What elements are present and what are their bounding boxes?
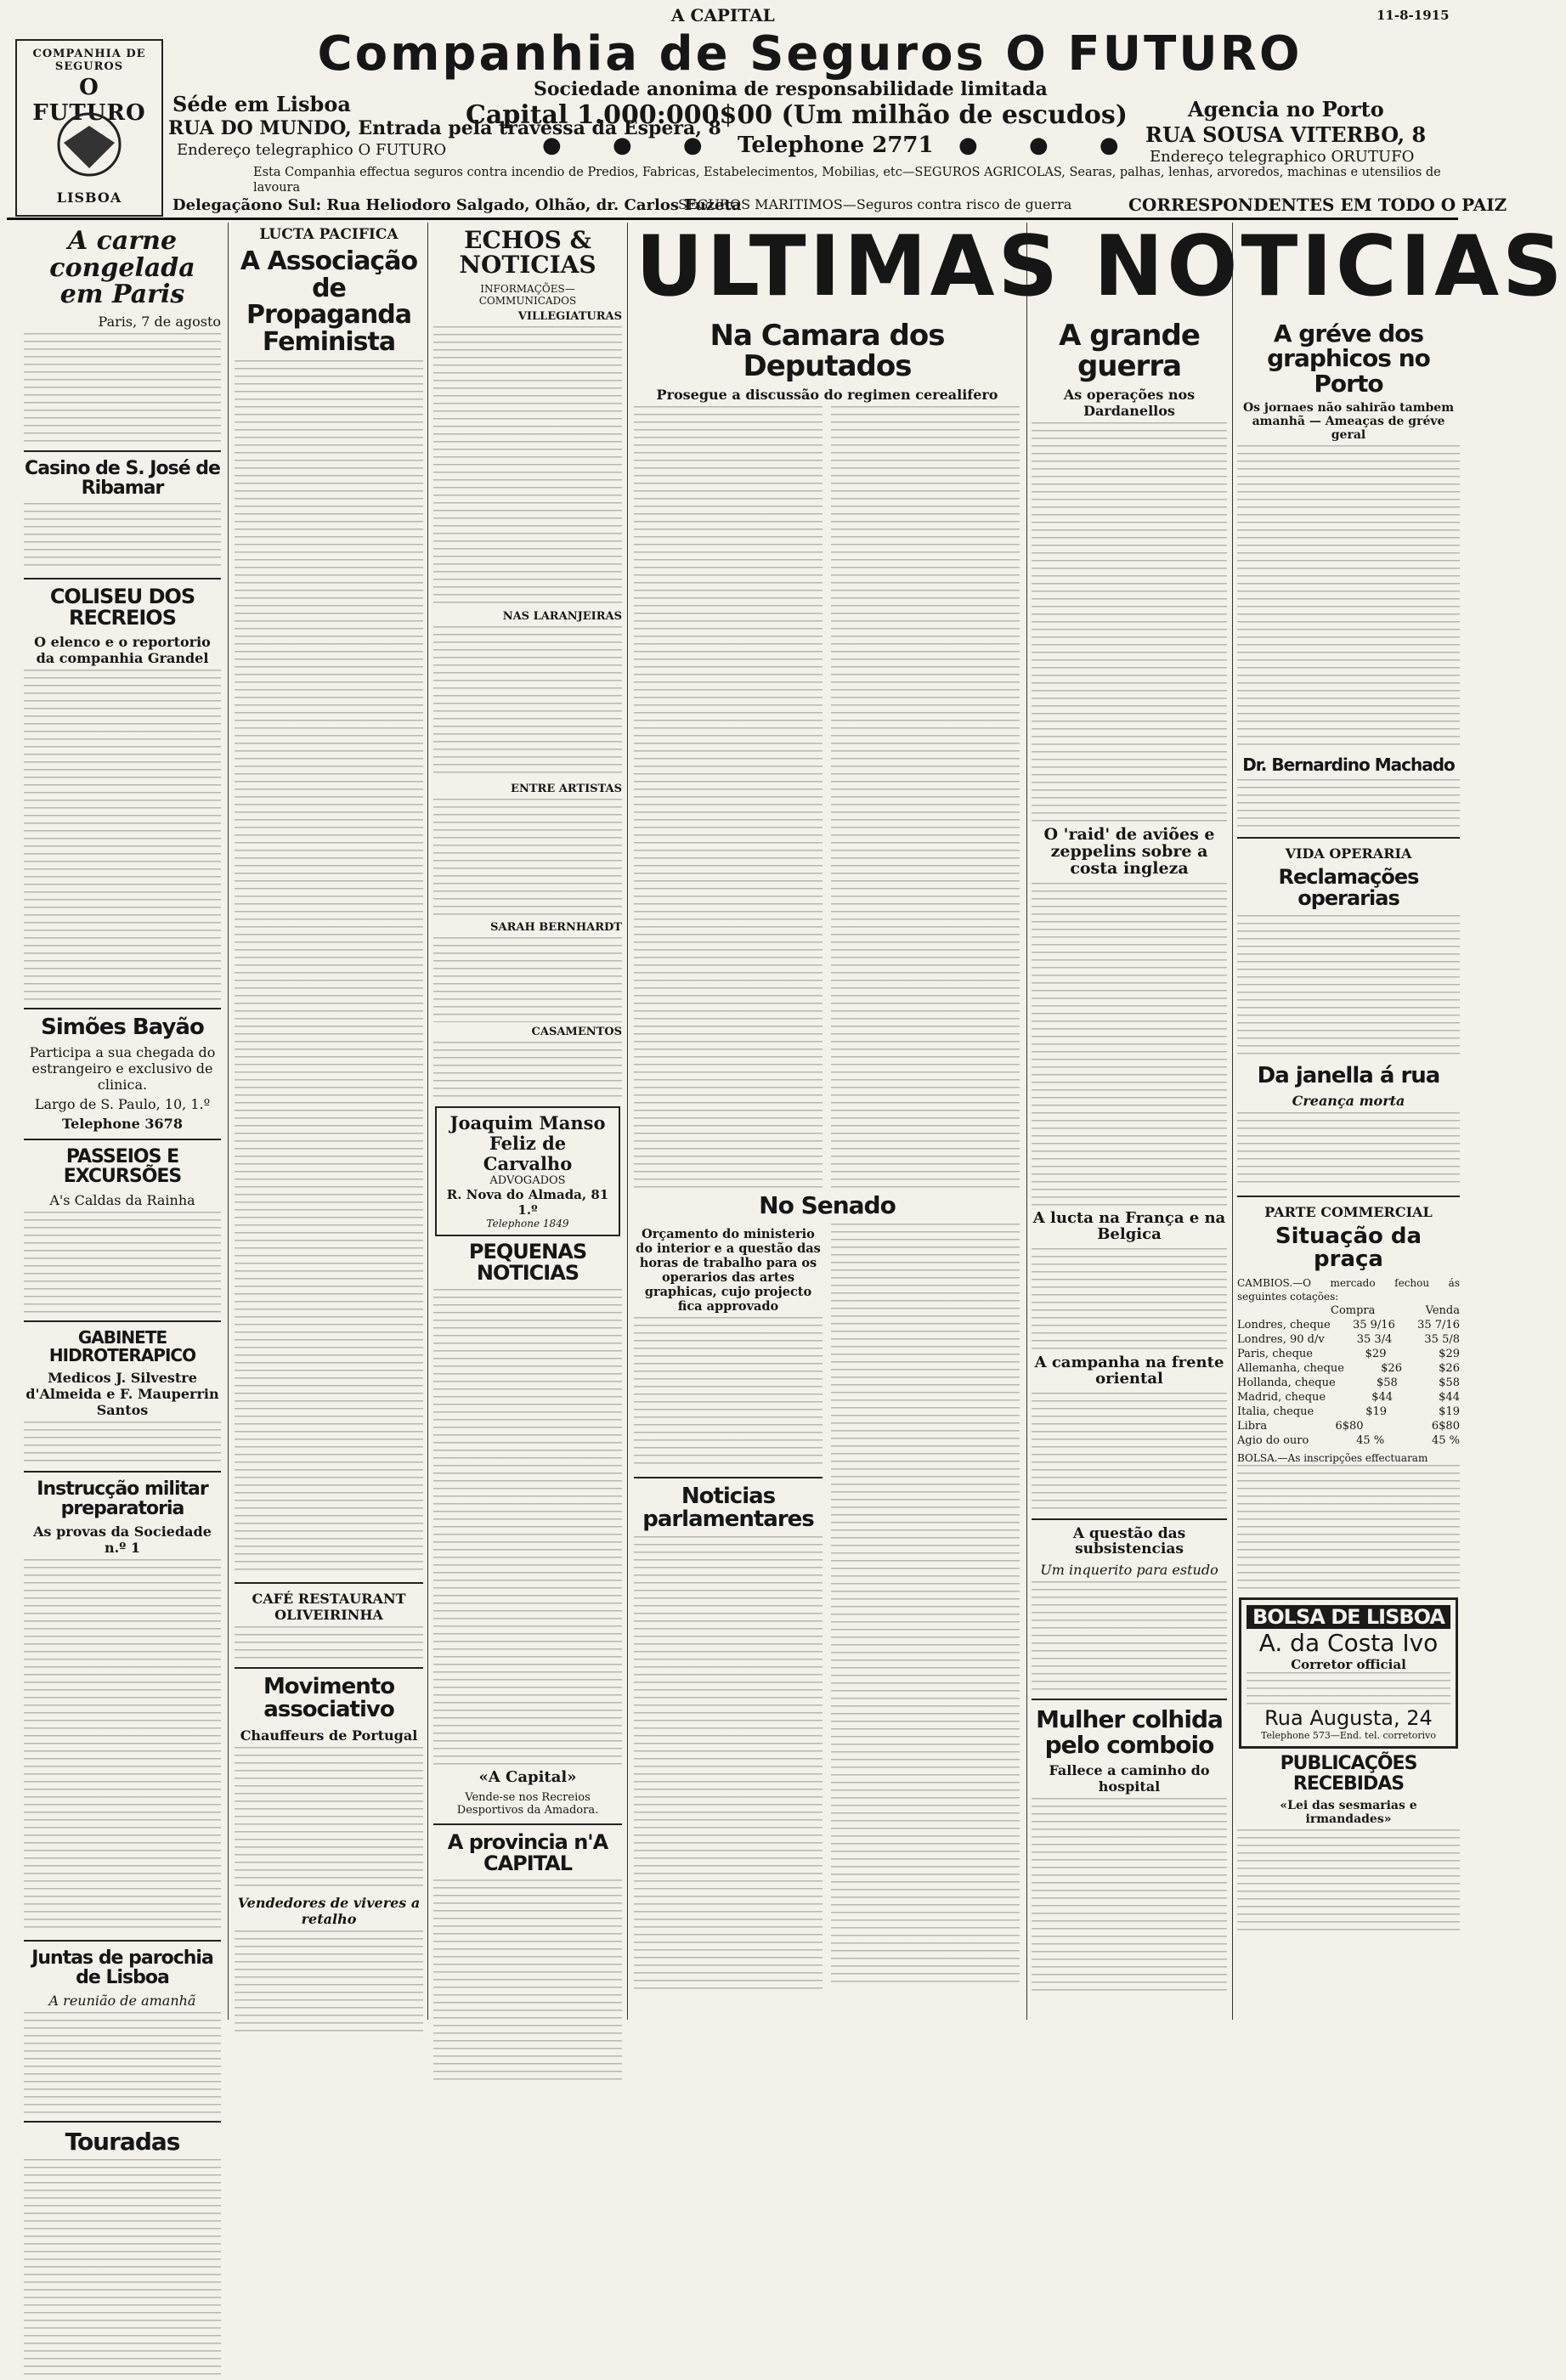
article-body: [1237, 1465, 1460, 1592]
article-body: [1032, 1393, 1227, 1512]
subhead-creanca-morta: Creança morta: [1292, 1092, 1405, 1109]
section-sarah-bernhardt: SARAH BERNHARDT: [490, 920, 622, 934]
sede-telegraph: Endereço telegraphico O FUTURO: [177, 141, 447, 159]
article-body: [433, 937, 622, 1022]
header-compra: Compra: [1331, 1304, 1376, 1318]
simoes-bayao-address: Largo de S. Paulo, 10, 1.º: [34, 1096, 211, 1113]
column-rule: [1232, 223, 1233, 2020]
running-head-title: A CAPITAL: [671, 5, 775, 25]
subhead-sesmarias: «Lei das sesmarias e irmandades»: [1280, 1798, 1417, 1826]
article-body: [24, 503, 221, 571]
running-head-date: 11-8-1915: [1377, 8, 1450, 23]
article-body: [24, 1559, 221, 1933]
ad-telephone: Telephone 2771: [738, 133, 934, 158]
masthead-advertisement: [7, 22, 1507, 220]
article-body: [24, 2012, 221, 2114]
column-rule: [427, 223, 428, 2020]
headline-echos-noticias: ECHOS & NOTICIAS: [459, 226, 596, 280]
subhead-senado: Orçamento do ministerio do interior e a questão das horas de trabalho para os operarios das artes graphicas, cujo projecto fica approvado: [636, 1226, 821, 1314]
subhead-dardanellos: As operações nos Dardanellos: [1063, 387, 1196, 420]
ad-advogados-name: Joaquim Manso Feliz de Carvalho: [449, 1111, 606, 1174]
capital-box-title: «A Capital»: [478, 1768, 577, 1787]
subhead-caldas: A's Caldas da Rainha: [49, 1191, 195, 1208]
article-body: [831, 1224, 1020, 1988]
headline-propaganda-feminista: A Associação de Propaganda Feminista: [240, 246, 418, 357]
headline-touradas: Touradas: [65, 2127, 180, 2156]
headline-senado: No Senado: [759, 1191, 896, 1220]
label-lucta-pacifica: LUCTA PACIFICA: [259, 226, 399, 243]
article-body: [1032, 1248, 1227, 1350]
ad-bolsa-lisboa: [1239, 1597, 1458, 1749]
sede-label: Séde em Lisboa: [172, 92, 351, 116]
ad-maritime: SEGUROS MARITIMOS—Seguros contra risco de guerra: [678, 196, 1072, 212]
subhead-fallece: Fallece a caminho do hospital: [1049, 1762, 1210, 1795]
simoes-bayao-text: Participa a sua chegada do estrangeiro e exclusivo de clinica.: [29, 1044, 216, 1094]
subhead-informacoes: INFORMAÇÕES—COMMUNICADOS: [478, 282, 577, 307]
article-body: [24, 2159, 221, 2380]
headline-bernardino-machado: Dr. Bernardino Machado: [1242, 755, 1455, 776]
article-body: [24, 1212, 221, 1314]
exchange-rate-table: [1237, 1303, 1460, 1448]
headline-camara-deputados: Na Camara dos Deputados: [710, 319, 945, 383]
ad-delegation: Delegaçãono Sul: Rua Heliodoro Salgado, Olhão, dr. Carlos Fuzeta: [172, 196, 742, 214]
column-7: [1237, 316, 1460, 2020]
subhead-juntas: A reunião de amanhã: [48, 1992, 196, 2009]
section-casamentos: CASAMENTOS: [531, 1025, 622, 1038]
article-body: [634, 406, 823, 1188]
subhead-inquerito: Um inquerito para estudo: [1040, 1562, 1218, 1579]
article-body: [433, 626, 622, 779]
column-camara: [634, 316, 1020, 2020]
article-body: [1237, 1829, 1460, 1931]
headline-janella-rua: Da janella á rua: [1257, 1062, 1440, 1088]
table-row: Londres, 90 d/v 35 3/4 35 5/8: [1237, 1333, 1460, 1347]
section-laranjeiras: NAS LARANJEIRAS: [502, 609, 622, 623]
column-6: [1032, 316, 1227, 2020]
table-row: Italia, cheque $19 $19: [1237, 1405, 1460, 1419]
label-vida-operaria: VIDA OPERARIA: [1285, 845, 1412, 862]
article-body: [1032, 1581, 1227, 1692]
article-body: [235, 1931, 423, 2032]
bolsa-intro: BOLSA.—As inscripções effectuaram: [1237, 1452, 1428, 1465]
subhead-coliseu: O elenco e o reportorio da companhia Grandel: [34, 634, 211, 667]
subhead-instrucao: As provas da Sociedade n.º 1: [33, 1523, 212, 1556]
article-body: [433, 326, 622, 607]
article-body: [1032, 422, 1227, 822]
ad-insurance-line: Esta Companhia effectua seguros contra incendio de Predios, Fabricas, Estabelecimentos, Mobilias, etc—SEGUROS AGRICOLAS, Searas, palhas, lenhas, arvoredos, machinas e utensilios de lavoura: [253, 166, 1441, 195]
table-row: Madrid, cheque $44 $44: [1237, 1391, 1460, 1405]
article-body: [831, 406, 1020, 1188]
table-row: Agio do ouro 45 % 45 %: [1237, 1434, 1460, 1448]
article-body: [433, 1880, 622, 2083]
headline-provincia: A provincia n'A CAPITAL: [447, 1830, 608, 1876]
headline-lucta-franca: A lucta na França e na Belgica: [1032, 1209, 1226, 1244]
column-rule: [228, 223, 229, 2020]
section-villegiaturas: VILLEGIATURAS: [517, 309, 622, 323]
headline-juntas-parochia: Juntas de parochia de Lisboa: [31, 1947, 213, 1988]
label-parte-commercial: PARTE COMMERCIAL: [1264, 1203, 1433, 1220]
headline-passeios: PASSEIOS E EXCURSÕES: [63, 1146, 182, 1188]
article-body: [24, 1422, 221, 1464]
section-entre-artistas: ENTRE ARTISTAS: [511, 782, 622, 795]
article-body: [235, 360, 423, 1575]
column-rule: [1026, 223, 1027, 2020]
capital-box-text: Vende-se nos Recreios Desportivos da Amadora.: [456, 1791, 599, 1818]
article-body: [433, 1042, 622, 1101]
column-2: [235, 223, 423, 2020]
article-body: [1237, 445, 1460, 751]
headline-movimento-associativo: Movimento associativo: [263, 1674, 395, 1723]
company-logo: COMPANHIA DE SEGUROS O FUTURO LISBOA: [15, 39, 163, 217]
subhead-vendedores: Vendedores de viveres a retalho: [237, 1894, 421, 1927]
ad-bolsa-telephone: Telephone 573—End. tel. corretorivo: [1261, 1730, 1436, 1742]
ad-title: Companhia de Seguros O FUTURO: [317, 26, 1303, 82]
article-body: [634, 1317, 823, 1470]
ad-bolsa-address: Rua Augusta, 24: [1264, 1706, 1433, 1731]
eagle-emblem-icon: [51, 109, 127, 181]
ad-bolsa-title: BOLSA DE LISBOA: [1247, 1605, 1450, 1629]
dateline-paris: Paris, 7 de agosto: [98, 313, 221, 330]
porto-telegraph: Endereço telegraphico ORUTUFO: [1150, 148, 1415, 166]
sede-address: RUA DO MUNDO, Entrada pela travessa da Espera, 8: [168, 117, 721, 139]
headline-gabinete: GABINETE HIDROTERAPICO: [48, 1326, 196, 1365]
table-row: Hollanda, cheque $58 $58: [1237, 1377, 1460, 1390]
ad-advogados-address: R. Nova do Almada, 81 1.º: [446, 1186, 609, 1218]
simoes-bayao-telephone: Telephone 3678: [62, 1116, 183, 1133]
headline-frente-oriental: A campanha na frente oriental: [1034, 1353, 1224, 1388]
subhead-greve: Os jornaes não sahirão tambem amanhã — Ameaças de gréve geral: [1242, 401, 1455, 443]
headline-casino: Casino de S. José de Ribamar: [25, 457, 220, 499]
article-body: [1247, 1672, 1450, 1706]
article-body: [1032, 883, 1227, 1206]
ad-bullets-right: ● ● ●: [958, 133, 1141, 158]
article-body: [433, 799, 622, 918]
column-3: [433, 223, 622, 2020]
article-body: [433, 1289, 622, 1765]
column-1: [24, 223, 221, 2156]
article-body: [24, 670, 221, 1001]
headline-raid-zeppelins: O 'raid' de aviões e zeppelins sobre a costa ingleza: [1043, 825, 1215, 879]
porto-address: RUA SOUSA VITERBO, 8: [1145, 122, 1427, 147]
gabinete-doctors: Medicos J. Silvestre d'Almeida e F. Mauperrin Santos: [25, 1369, 219, 1418]
cambios-intro: CAMBIOS.—O mercado fechou ás seguintes cotações:: [1237, 1277, 1460, 1303]
article-body: [1032, 1798, 1227, 1993]
ad-advogados-role: ADVOGADOS: [489, 1173, 566, 1187]
article-body: [1237, 1112, 1460, 1189]
cafe-restaurant: CAFÉ RESTAURANT OLIVEIRINHA: [252, 1591, 406, 1623]
table-row: Paris, cheque $29 $29: [1237, 1348, 1460, 1361]
table-row: Allemanha, cheque $26 $26: [1237, 1362, 1460, 1376]
header-venda: Venda: [1425, 1304, 1460, 1318]
subhead-camara: Prosegue a discussão do regimen cerealifero: [656, 387, 998, 404]
table-row: Londres, cheque 35 9/16 35 7/16: [1237, 1319, 1460, 1332]
article-body: [1237, 915, 1460, 1060]
table-row: Libra 6$80 6$80: [1237, 1420, 1460, 1433]
ad-capital: Capital 1.000:000$00 (Um milhão de escudos): [466, 100, 1128, 130]
headline-noticias-parlamentares: Noticias parlamentares: [642, 1483, 814, 1533]
headline-grande-guerra: A grande guerra: [1059, 319, 1200, 383]
headline-pequenas-noticias: PEQUENAS NOTICIAS: [468, 1239, 587, 1285]
ad-subtitle: Sociedade anonima de responsabilidade limitada: [534, 78, 1048, 100]
article-body: [24, 333, 221, 444]
ad-bullets: ● ● ●: [542, 133, 725, 158]
article-body: [634, 1536, 823, 1995]
porto-label: Agencia no Porto: [1188, 97, 1384, 122]
headline-instrucao-militar: Instrucção militar preparatoria: [37, 1478, 208, 1519]
article-body: [1237, 779, 1460, 830]
ad-bolsa-role: Corretor official: [1291, 1657, 1406, 1673]
article-body: [235, 1626, 423, 1660]
headline-publicacoes: PUBLICAÇÕES RECEBIDAS: [1280, 1753, 1417, 1795]
banner-ultimas-noticias: ULTIMAS NOTICIAS: [636, 218, 1566, 315]
headline-situacao-praca: Situação da praça: [1275, 1223, 1422, 1273]
article-body: [235, 1747, 423, 1891]
subhead-chauffeurs: Chauffeurs de Portugal: [240, 1727, 418, 1744]
headline-reclamacoes: Reclamações operarias: [1278, 865, 1419, 911]
headline-coliseu: COLISEU DOS RECREIOS: [49, 584, 195, 630]
headline-mulher-colhida: Mulher colhida pelo comboio: [1036, 1705, 1223, 1759]
ad-bolsa-name: A. da Costa Ivo: [1258, 1629, 1439, 1658]
headline-carne-congelada: A carne congelada em Paris: [49, 226, 195, 309]
ad-correspondents: CORRESPONDENTES EM TODO O PAIZ: [1128, 195, 1507, 215]
ad-advogados: [435, 1106, 620, 1236]
headline-subsistencias: A questão das subsistencias: [1072, 1524, 1186, 1557]
headline-greve-graphicos: A gréve dos graphicos no Porto: [1267, 319, 1430, 398]
headline-simoes-bayao: Simões Bayão: [41, 1015, 204, 1041]
table-header: [1237, 1303, 1460, 1318]
column-rule: [627, 223, 628, 2020]
ad-advogados-telephone: Telephone 1849: [486, 1217, 569, 1230]
